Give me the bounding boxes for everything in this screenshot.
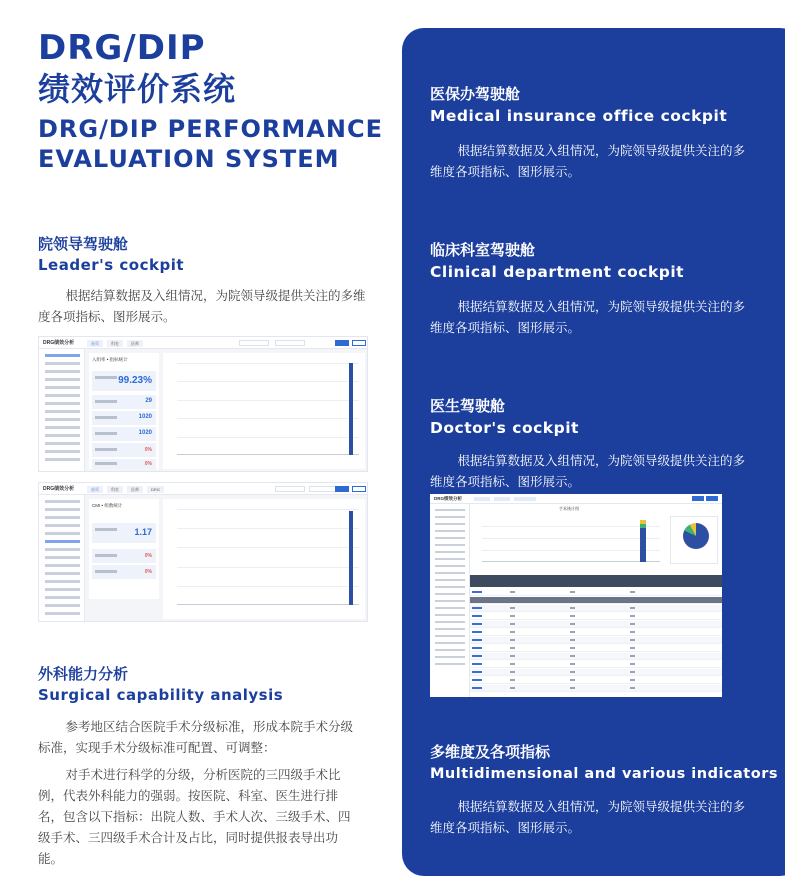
insurance-cockpit-title-zh: 医保办驾驶舱 [430, 85, 521, 103]
app-logo: DRG绩效分析 [43, 340, 75, 346]
screenshot-topbar [39, 337, 367, 349]
leader-cockpit-heading [38, 234, 184, 276]
date-start-input[interactable] [275, 486, 305, 492]
table-row[interactable] [470, 605, 722, 612]
tab-doctor[interactable]: 医师 [127, 340, 143, 347]
leader-cockpit-desc: 根据结算数据及入组情况，为院领导级提供关注的多维度各项指标、图形展示。 [38, 288, 366, 324]
surgical-desc-1: 参考地区结合医院手术分级标准，形成本院手术分级标准，实现手术分级标准可配置、可调整： [38, 719, 354, 755]
doctor-cockpit-screenshot [430, 494, 722, 697]
table-header [470, 575, 722, 587]
table-row[interactable] [470, 669, 722, 676]
multi-indicator-desc: 根据结算数据及入组情况，为院领导级提供关注的多维度各项指标、图形展示。 [430, 799, 746, 835]
table-row[interactable] [470, 597, 722, 604]
screenshot-topbar [39, 483, 367, 495]
multi-indicator-title-en: Multidimensional and various indicators [430, 766, 778, 782]
kpi-main-value: 1.17 [134, 527, 152, 537]
table-row[interactable] [470, 645, 722, 652]
table-row[interactable] [470, 589, 722, 596]
insurance-cockpit-desc: 根据结算数据及入组情况，为院领导级提供关注的多维度各项指标、图形展示。 [430, 143, 746, 179]
kpi-main [92, 371, 156, 391]
kpi-main [92, 523, 156, 543]
leader-cockpit-title-en: Leader's cockpit [38, 256, 185, 274]
export-button[interactable] [352, 340, 366, 346]
date-start-input[interactable] [239, 340, 269, 346]
screenshot-sidebar [430, 504, 470, 697]
kpi-card [89, 353, 159, 469]
surgical-heading [38, 664, 283, 706]
kpi-row: 0% [92, 565, 156, 579]
tab-drg[interactable]: DRG [147, 486, 164, 493]
kpi-row: 0% [92, 459, 156, 469]
insurance-cockpit-heading [430, 84, 727, 127]
tab-home[interactable]: 首页 [87, 340, 103, 347]
multi-indicator-title-zh: 多维度及各项指标 [430, 743, 551, 761]
kpi-row: 0% [92, 443, 156, 457]
date-end-input[interactable] [275, 340, 305, 346]
tab-home[interactable]: 首页 [87, 486, 103, 493]
tab-department[interactable]: 科室 [107, 340, 123, 347]
surgical-title-en: Surgical capability analysis [38, 686, 284, 704]
search-button[interactable] [335, 340, 349, 346]
page-title [38, 28, 383, 174]
surgical-title-zh: 外科能力分析 [38, 665, 129, 683]
doctor-cockpit-desc: 根据结算数据及入组情况，为院领导级提供关注的多维度各项指标、图形展示。 [430, 453, 746, 489]
tab-department[interactable] [494, 497, 510, 501]
doctor-cockpit-title-en: Doctor's cockpit [430, 419, 579, 437]
trend-chart [163, 499, 365, 619]
kpi-card-title: 入组率 • 指标统计 [92, 357, 128, 362]
kpi-row: 29 [92, 395, 156, 409]
clinical-cockpit-title-en: Clinical department cockpit [430, 263, 685, 281]
leader-cockpit-title-zh: 院领导驾驶舱 [38, 235, 129, 253]
chart-bar [349, 511, 353, 605]
chart-bar [640, 524, 646, 529]
export-button[interactable] [352, 486, 366, 492]
doctor-cockpit-heading [430, 396, 579, 439]
kpi-card [89, 499, 159, 599]
title-line-4: EVALUATION SYSTEM [38, 145, 340, 173]
multi-indicator-heading [430, 742, 778, 785]
kpi-row: 1020 [92, 411, 156, 425]
search-button[interactable] [692, 496, 704, 501]
table-row[interactable] [470, 621, 722, 628]
tab-doctor[interactable] [514, 497, 536, 501]
search-button[interactable] [335, 486, 349, 492]
pie-card [670, 516, 718, 564]
table-row[interactable] [470, 637, 722, 644]
chart-title: 手术统计图 [559, 506, 579, 511]
pie-chart [683, 523, 709, 549]
tab-doctor[interactable]: 医师 [127, 486, 143, 493]
export-button[interactable] [706, 496, 718, 501]
table-row[interactable] [470, 629, 722, 636]
doctor-cockpit-title-zh: 医生驾驶舱 [430, 397, 506, 415]
table-row[interactable] [470, 685, 722, 692]
clinical-cockpit-title-zh: 临床科室驾驶舱 [430, 241, 536, 259]
kpi-main-value: 99.23% [118, 375, 152, 386]
screenshot-sidebar [39, 349, 85, 471]
chart-bar [640, 528, 646, 562]
tab-home[interactable] [474, 497, 490, 501]
app-logo: DRG绩效分析 [43, 486, 75, 492]
screenshot-sidebar [39, 495, 85, 621]
table-row[interactable] [470, 677, 722, 684]
table-row[interactable] [470, 613, 722, 620]
surgery-bar-chart [474, 506, 664, 572]
kpi-card-title: CMI • 组数统计 [92, 503, 123, 508]
kpi-row: 0% [92, 549, 156, 563]
tab-department[interactable]: 科室 [107, 486, 123, 493]
trend-chart [163, 353, 365, 469]
leader-cockpit-screenshot [38, 336, 368, 472]
surgical-desc-2: 对手术进行科学的分级，分析医院的三四级手术比例，代表外科能力的强弱。按医院、科室、医生进行排名，包含以下指标：出院人数、手术人次、三级手术、四级手术、三四级手术合计及占比，同时提供报表导出功能。 [38, 767, 351, 866]
title-line-3: DRG/DIP PERFORMANCE [38, 115, 383, 143]
clinical-cockpit-desc: 根据结算数据及入组情况，为院领导级提供关注的多维度各项指标、图形展示。 [430, 299, 746, 335]
table-row[interactable] [470, 653, 722, 660]
app-logo: DRG绩效分析 [434, 496, 462, 501]
title-line-2: 绩效评价系统 [38, 70, 237, 108]
kpi-row: 1020 [92, 427, 156, 441]
title-line-1: DRG/DIP [38, 28, 206, 68]
screenshot-topbar [430, 494, 722, 504]
chart-bar [640, 520, 646, 524]
insurance-cockpit-screenshot [38, 482, 368, 622]
clinical-cockpit-heading [430, 240, 684, 283]
table-row[interactable] [470, 661, 722, 668]
insurance-cockpit-title-en: Medical insurance office cockpit [430, 107, 728, 125]
chart-bar [349, 363, 353, 455]
